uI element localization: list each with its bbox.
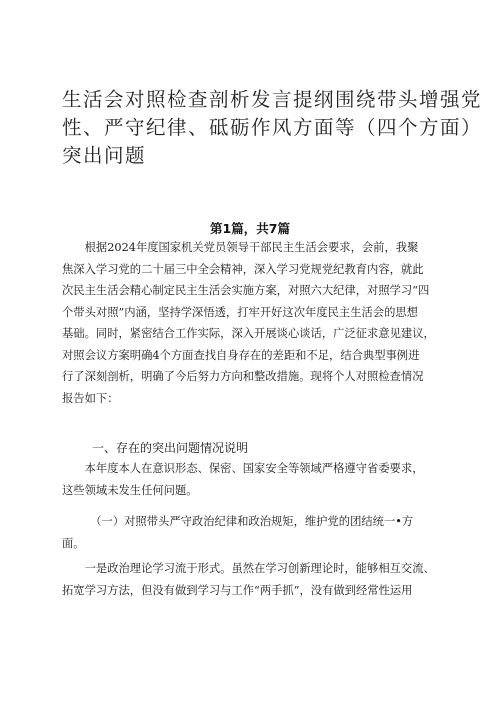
point-paragraph (62, 558, 442, 601)
text-line: 对照会议方案明确4个方面查找自身存在的差距和不足，结合典型事例进 (62, 348, 420, 362)
title-line: 生活会对照检查剖析发言提纲围绕带头增强党 (62, 88, 483, 111)
text-line: 个带头对照”内涵，坚持学深悟透，打牢开好这次年度民主生活会的思想 (62, 305, 418, 319)
title-line: 性、严守纪律、砥砺作风方面等（四个方面） (62, 116, 483, 139)
text-line: （一）对照带头严守政治纪律和政治规矩，维护党的团结统一•方 (62, 515, 414, 528)
text-line: 一是政治理论学习流于形式。虽然在学习创新理论时，能够相互交流、 (62, 562, 435, 575)
text-line: 这些领域未发生任何问题。 (62, 483, 198, 497)
text-line: 次民主生活会精心制定民主生活会实施方案，对照六大纪律，对照学习“四 (62, 284, 430, 297)
text-line: 面。 (62, 536, 85, 550)
text-line: 拓宽学习方法，但没有做到学习与工作“两手抓”，没有做到经常性运用 (62, 583, 413, 597)
text-line: 焦深入学习党的二十届三中全会精神，深入学习党规党纪教育内容，就此 (62, 262, 424, 276)
text-line: 本年度本人在意识形态、保密、国家安全等领域严格遵守省委要求， (62, 462, 424, 475)
part-indicator: 第1篇，共7篇 (210, 221, 290, 236)
text-line: 根据2024年度国家机关党员领导干部民主生活会要求，会前，我聚 (62, 241, 419, 254)
text-line: 行了深刻剖析，明确了今后努力方向和整改措施。现将个人对照检查情况 (62, 370, 424, 383)
subsection-heading (62, 511, 442, 554)
document-title (62, 86, 483, 170)
intro-paragraph (62, 237, 442, 409)
title-line: 突出问题 (62, 144, 147, 167)
text-line: 报告如下： (62, 391, 119, 405)
text-line: 基础。同时，紧密结合工作实际，深入开展谈心谈话，广泛征求意见建议， (62, 327, 435, 340)
section-heading: 一、存在的突出问题情况说明 (92, 441, 249, 455)
section-paragraph (62, 458, 442, 501)
